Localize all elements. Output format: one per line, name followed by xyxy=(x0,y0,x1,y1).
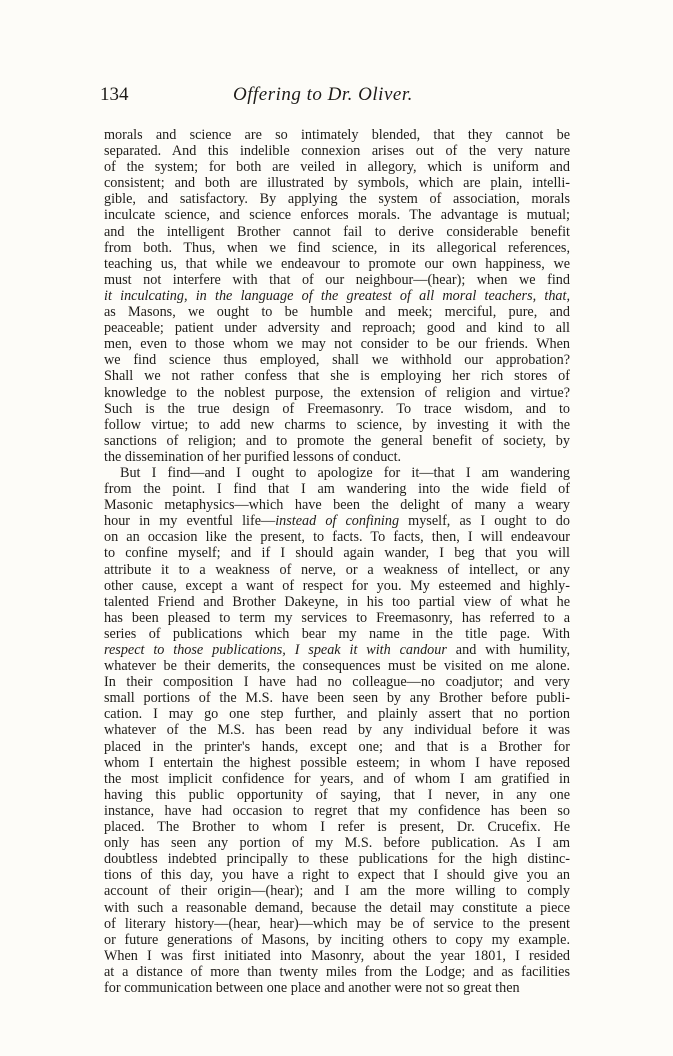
text-line: cation. I may go one step further, and plainly assert that no portion xyxy=(104,706,570,723)
text-line: with such a reasonable demand, because the detail may constitute a piece xyxy=(104,899,570,916)
text-line: from the point. I find that I am wandering into the wide field of xyxy=(104,481,570,498)
text-line: must not interfere with that of our neighbour—(hear); when we find xyxy=(104,271,570,288)
text-line: consistent; and both are illustrated by symbols, which are plain, intelli- xyxy=(104,175,570,192)
text-line: or future generations of Masons, by inciting others to copy my example. xyxy=(104,931,570,948)
text-line: separated. And this indelible connexion arises out of the very nature xyxy=(104,143,570,160)
text-line: When I was first initiated into Masonry, about the year 1801, I resided xyxy=(104,947,570,964)
text-line: series of publications which bear my name in the title page. With xyxy=(104,625,570,642)
text-line: respect to those publications, I speak it with candour and with humility, xyxy=(104,642,570,658)
text-line: attribute it to a weakness of nerve, or a weakness of intellect, or any xyxy=(104,561,570,578)
text-line: placed. The Brother to whom I refer is present, Dr. Crucefix. He xyxy=(104,819,570,836)
text-line: But I find—and I ought to apologize for it—that I am wandering xyxy=(120,464,570,481)
text-line: teaching us, that while we endeavour to promote our own happiness, we xyxy=(104,255,570,272)
text-line: inculcate science, and science enforces morals. The advantage is mutual; xyxy=(104,207,570,224)
text-line: whom I entertain the highest possible esteem; in whom I have reposed xyxy=(104,754,570,771)
text-line: it inculcating, in the language of the greatest of all moral teachers, that, xyxy=(104,287,570,304)
text-line: instance, have had occasion to regret that my confidence has been so xyxy=(104,802,570,819)
text-line: Such is the true design of Freemasonry. To trace wisdom, and to xyxy=(104,400,570,417)
text-line: and the intelligent Brother cannot fail to derive considerable benefit xyxy=(104,223,570,240)
text-line: at a distance of more than twenty miles from the Lodge; and as facilities xyxy=(104,963,570,980)
text-line: knowledge to the noblest purpose, the extension of religion and virtue? xyxy=(104,384,570,401)
text-line: on an occasion like the present, to facts. To facts, then, I will endeavour xyxy=(104,529,570,546)
text-line: only has seen any portion of my M.S. before publication. As I am xyxy=(104,835,570,852)
text-line: peaceable; patient under adversity and reproach; good and kind to all xyxy=(104,320,570,337)
text-line: having this public opportunity of saying, that I never, in any one xyxy=(104,786,570,803)
text-line: follow virtue; to add new charms to science, by investing it with the xyxy=(104,416,570,433)
text-line: we find science thus employed, shall we withhold our approbation? xyxy=(104,352,570,369)
text-line: other cause, except a want of respect for you. My esteemed and highly- xyxy=(104,577,570,594)
text-line: for communication between one place and another were not so great then xyxy=(104,979,520,996)
text-line: to confine myself; and if I should again wander, I beg that you will xyxy=(104,545,570,562)
running-title: Offering to Dr. Oliver. xyxy=(233,84,413,105)
text-line: placed in the printer's hands, except one; and that is a Brother for xyxy=(104,738,570,755)
text-line: of the system; for both are veiled in allegory, which is uniform and xyxy=(104,159,570,176)
text-line: tions of this day, you have a right to expect that I should give you an xyxy=(104,867,570,884)
text-line: the dissemination of her purified lessons of conduct. xyxy=(104,448,402,465)
text-line: hour in my eventful life—instead of confining myself, as I ought to do xyxy=(104,513,570,530)
text-line: whatever of the M.S. has been read by any individual before it was xyxy=(104,722,570,739)
text-line: whatever be their demerits, the consequences must be visited on me alone. xyxy=(104,658,570,675)
text-line: morals and science are so intimately blended, that they cannot be xyxy=(104,127,570,143)
text-line: doubtless indebted principally to these publications for the high distinc- xyxy=(104,851,570,868)
text-line: as Masons, we ought to be humble and meek; merciful, pure, and xyxy=(104,304,570,321)
text-line: small portions of the M.S. have been seen by any Brother before publi- xyxy=(104,690,570,707)
text-line: of literary history—(hear, hear)—which may be of service to the present xyxy=(104,915,570,932)
text-line: gible, and satisfactory. By applying the system of association, morals xyxy=(104,191,570,208)
text-line: Masonic metaphysics—which have been the delight of many a weary xyxy=(104,497,570,514)
text-line: from both. Thus, when we find science, in its allegorical references, xyxy=(104,239,570,256)
text-line: the most implicit confidence for years, and of whom I am gratified in xyxy=(104,770,570,787)
page-header xyxy=(100,84,570,112)
page-number: 134 xyxy=(100,84,129,105)
text-line: Shall we not rather confess that she is employing her rich stores of xyxy=(104,368,570,385)
text-line: talented Friend and Brother Dakeyne, in his too partial view of what he xyxy=(104,593,570,610)
text-line: sanctions of religion; and to promote the general benefit of society, by xyxy=(104,432,570,449)
text-line: account of their origin—(hear); and I am the more willing to comply xyxy=(104,883,570,900)
text-line: men, even to those whom we may not consider to be our friends. When xyxy=(104,336,570,353)
text-line: has been pleased to term my services to Freemasonry, has referred to a xyxy=(104,609,570,626)
text-line: In their composition I have had no colleague—no coadjutor; and very xyxy=(104,674,570,691)
body-text xyxy=(104,127,570,996)
